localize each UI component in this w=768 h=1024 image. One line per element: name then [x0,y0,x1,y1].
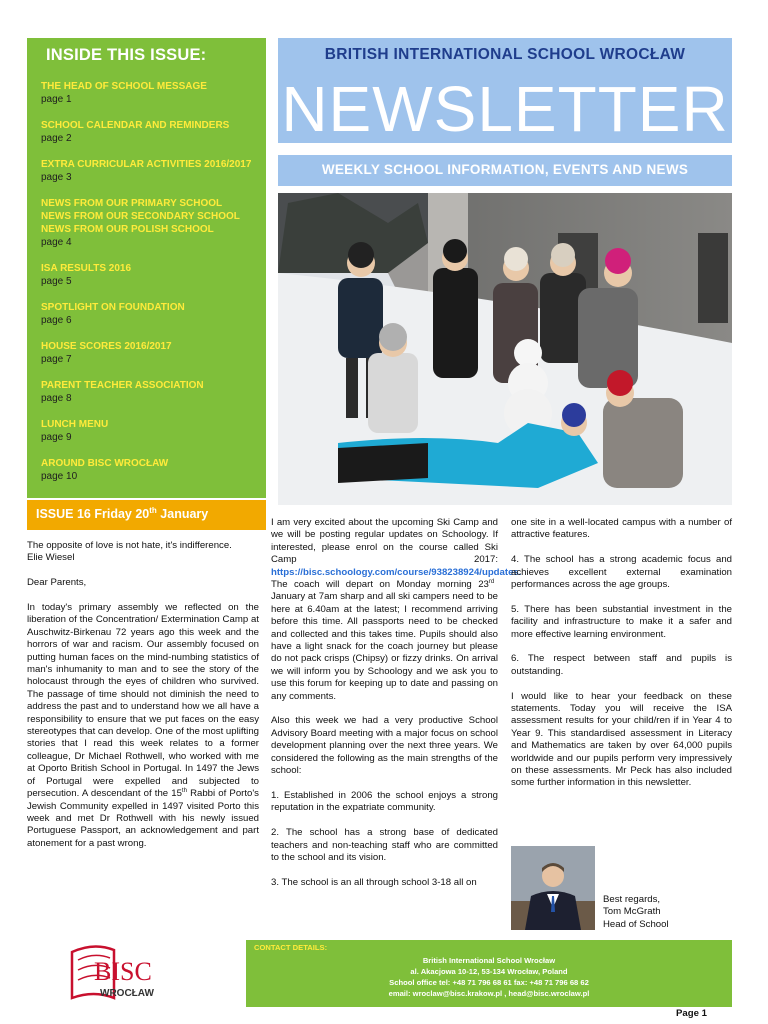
contact-email[interactable]: email: wroclaw@bisc.krakow.pl , head@bisc.wroclaw.pl [388,989,590,998]
ordinal-suffix: th [181,787,187,794]
toc-entry-page: page 4 [41,237,72,248]
paragraph-advisory-board: Also this week we had a very productive School Advisory Board meeting with a major focus on school development planning over the next three years. We considered the following as the main strengths of the school: [271,715,498,777]
schoology-link[interactable]: https://bisc.schoology.com/course/938238924/updates. [271,566,522,578]
toc-entry-page: page 8 [41,393,72,404]
strength-3-start: 3. The school is an all through school 3-18 all on [271,876,477,888]
toc-entry[interactable] [41,262,266,288]
newsletter-title: NEWSLETTER [281,73,729,145]
article-column-1 [27,540,259,863]
article-column-3 [511,517,732,802]
signature-closing: Best regards, [603,894,661,905]
quote: The opposite of love is not hate, it's indifference. [27,540,232,551]
toc-entry-title: PARENT TEACHER ASSOCIATION [41,380,204,391]
paragraph-text: January at 7am sharp and all ski campers need to be here at 6.40am at the latest; I recommend arriving before this time. All passports need to be checked and collected and this takes time. Pupils should also have a light snack for the coach journey but please do not pack crisps (Chipsy) or fizzy drinks. On arrival we will inform you by Schoology and we ask you to use this forum for keeping up to date and passing on any comments. [271,591,498,702]
toc-entry-title: AROUND BISC WROCŁAW [41,458,169,469]
ordinal-suffix: rd [488,578,495,585]
page-number: Page 1 [676,1008,707,1019]
toc-entry-page: page 5 [41,276,72,287]
issue-date-text: ISSUE 16 Friday 20 [36,507,150,521]
paragraph-ski-camp [271,517,522,703]
toc-entry[interactable] [41,379,266,405]
head-portrait [511,846,595,930]
paragraph-text: In today's primary assembly we reflected on the liberation of the Concentration/ Extermination Camp at Auschwitz-Birkenau 72 years ago this week and the horrors of war and racism. Our assembly focused on putting human faces on the mind-numbing statistics of man's inhumanity to man and to see the story of the holocaust through the eyes of children who survived. The passage of time should not diminish the need to address the past and to understand how we all have a responsibility to ensure that we put faces on the easy stereotypes that can develop. One of the most uplifting stories that I read this week relates to a former colleague, Dr Michael Rothwell, who worked with me at Oporto British School in Portugal. In 1497 the Jews of Portugal were expelled and subjected to persecution. A descendant of the 15 [27,602,259,800]
table-of-contents [27,80,266,483]
signature-role: Head of School [603,918,669,930]
toc-entry-page: page 7 [41,354,72,365]
quote-author: Elie Wiesel [27,552,75,564]
toc-entry[interactable] [41,418,266,444]
sidebar-title: INSIDE THIS ISSUE: [46,46,207,64]
contact-address: al. Akacjowa 10-12, 53-134 Wrocław, Poland [410,967,568,976]
newsletter-subtitle: WEEKLY SCHOOL INFORMATION, EVENTS AND NEWS [321,162,689,177]
strength-5: 5. There has been substantial investment in the facility and infrastructure to make it a safer and more effective learning environment. [511,603,732,640]
strength-3-end: one site in a well-located campus with a number of attractive features. [511,517,732,541]
toc-entry-page: page 2 [41,133,72,144]
signature-name: Tom McGrath [603,906,661,918]
toc-entry-page: page 6 [41,315,72,326]
paragraph-text: I am very excited about the upcoming Ski Camp and we will be posting regular updates on Schoology. If interested, please enrol on the course called Ski Camp 2017: [271,517,498,566]
strength-6: 6. The respect between staff and pupils is outstanding. [511,653,732,677]
toc-entry-page: page 10 [41,471,78,482]
paragraph-text: Rabbi of Porto's Jewish Community expelled in 1497 visited Porto this week and met Dr Rothwell with his newly issued Portuguese Passport, an acknowledgement and part atonement for a past wrong. [27,788,259,849]
contact-school-name: British International School Wrocław [422,956,556,965]
toc-entry[interactable] [41,197,266,249]
group-photo-image [278,193,732,505]
toc-entry-title: ISA RESULTS 2016 [41,263,132,274]
paragraph-assembly [27,602,259,850]
strength-4: 4. The school has a strong academic focus and achieves excellent external examination performances across the age groups. [511,554,732,591]
head-portrait-image [511,846,595,930]
contact-phone: School office tel: +48 71 796 68 61 fax: +48 71 796 68 62 [389,978,589,987]
bisc-logo [64,940,174,1015]
school-name: BRITISH INTERNATIONAL SCHOOL WROCŁAW [324,46,686,63]
issue-date [36,507,208,521]
paragraph-feedback: I would like to hear your feedback on these statements. Today you will receive the ISA assessment results for your child/ren if in Year 4 to Year 9. This standardised assessment in Literacy and Mathematics are taken by over 64,000 pupils worldwide and our pupils perform very impressively on these assessments. Mr Peck has also included some further information in this newsletter. [511,690,732,789]
toc-entry[interactable] [41,301,266,327]
group-photo [278,193,732,505]
toc-entry[interactable] [41,119,266,145]
toc-entry[interactable] [41,457,266,483]
toc-entry-title: SPOTLIGHT ON FOUNDATION [41,302,185,313]
toc-entry-title: NEWS FROM OUR PRIMARY SCHOOL NEWS FROM OUR SECONDARY SCHOOL NEWS FROM OUR POLISH SCHOOL [41,198,240,235]
signature-block [603,894,669,931]
toc-entry[interactable] [41,158,266,184]
toc-entry-page: page 1 [41,94,72,105]
strength-1: 1. Established in 2006 the school enjoys a strong reputation in the expatriate community. [271,789,498,814]
toc-entry[interactable] [41,340,266,366]
toc-entry[interactable] [41,80,266,106]
strength-2: 2. The school has a strong base of dedicated teachers and non-teaching staff who are committed to the school and its vision. [271,827,498,863]
toc-entry-title: LUNCH MENU [41,419,109,430]
logo-main-text: BISC [94,957,152,986]
contents-sidebar [27,38,266,498]
toc-entry-title: SCHOOL CALENDAR AND REMINDERS [41,120,230,131]
contact-label: CONTACT DETAILS: [254,943,328,952]
toc-entry-title: EXTRA CURRICULAR ACTIVITIES 2016/2017 [41,159,252,170]
article-column-2 [271,517,522,889]
toc-entry-page: page 3 [41,172,72,183]
toc-entry-title: THE HEAD OF SCHOOL MESSAGE [41,81,207,92]
salutation: Dear Parents, [27,577,87,589]
issue-date-month: January [156,507,209,521]
toc-entry-title: HOUSE SCORES 2016/2017 [41,341,172,352]
toc-entry-page: page 9 [41,432,72,443]
logo-sub-text: WROCŁAW [100,988,154,999]
bisc-logo-image [64,940,174,1015]
paragraph-text: The coach will depart on Monday morning 23 [271,579,489,591]
issue-date-suffix: th [149,505,157,515]
